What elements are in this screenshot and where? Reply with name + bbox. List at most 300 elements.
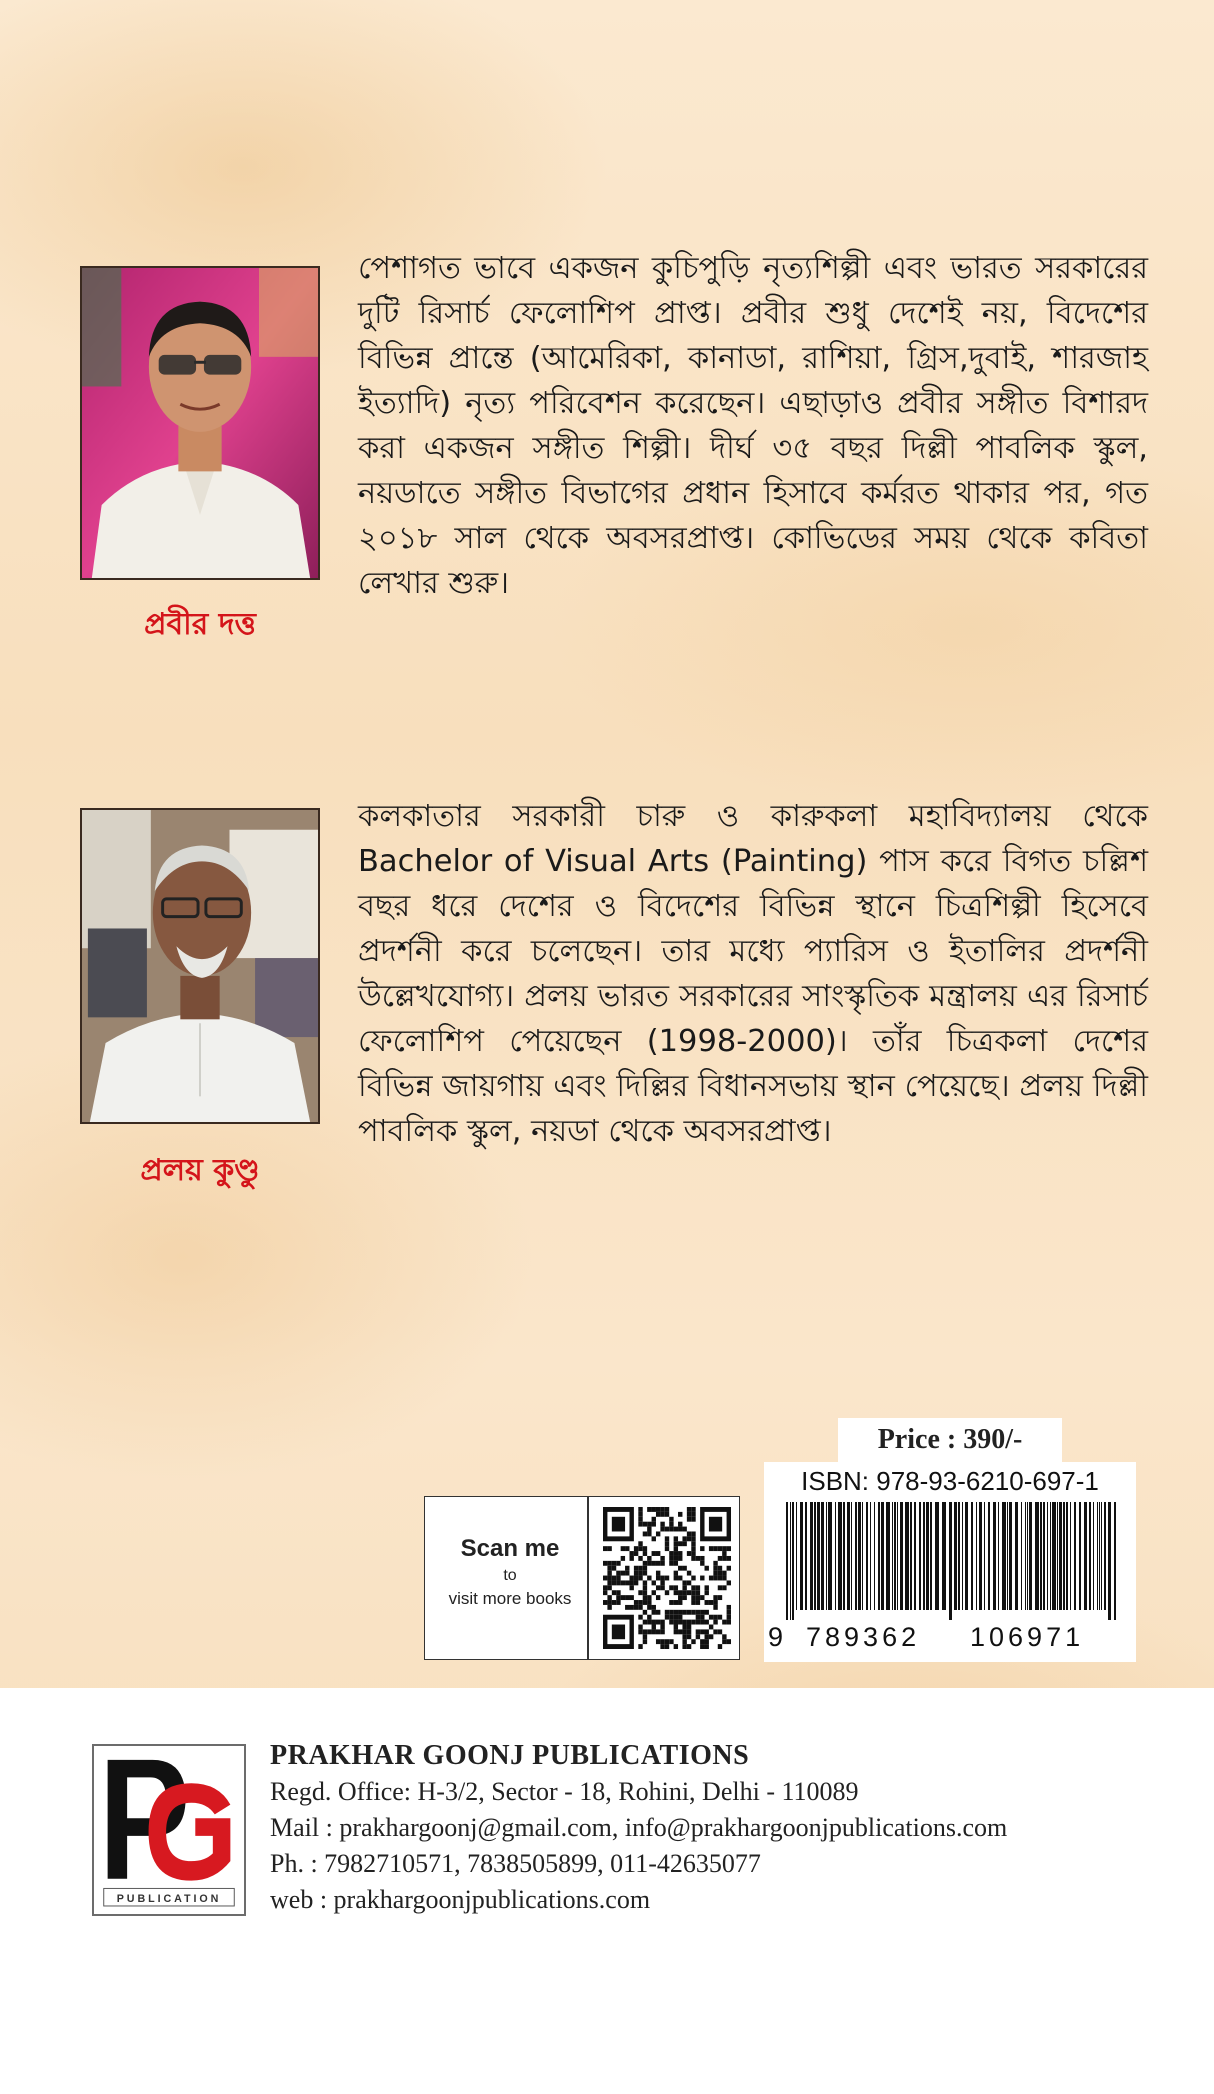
- barcode-bar: [971, 1502, 973, 1610]
- barcode-bar: [910, 1502, 912, 1610]
- qr-module: [629, 1585, 633, 1590]
- qr-module: [629, 1556, 633, 1561]
- qr-module: [696, 1595, 700, 1600]
- qr-module: [625, 1580, 629, 1585]
- barcode-bar: [998, 1502, 999, 1610]
- qr-module: [674, 1600, 678, 1605]
- qr-divider: [587, 1497, 589, 1659]
- qr-caption-line-1: Scan me: [460, 1535, 560, 1562]
- qr-module: [705, 1585, 709, 1590]
- qr-module: [682, 1610, 686, 1615]
- barcode-bar: [1009, 1502, 1012, 1610]
- barcode-bar: [843, 1502, 845, 1610]
- barcode-bar: [870, 1502, 871, 1610]
- qr-module: [705, 1620, 709, 1625]
- barcode-bar: [835, 1502, 836, 1610]
- qr-module: [669, 1585, 673, 1590]
- qr-module: [678, 1590, 682, 1595]
- qr-module: [656, 1551, 660, 1556]
- qr-module: [669, 1620, 673, 1625]
- barcode-bar: [874, 1502, 875, 1610]
- qr-module: [709, 1634, 713, 1639]
- barcode-bar: [1057, 1502, 1058, 1610]
- publisher-name: PRAKHAR GOONJ PUBLICATIONS: [270, 1740, 750, 1771]
- qr-module: [660, 1580, 664, 1585]
- qr-module: [713, 1561, 717, 1566]
- qr-module: [669, 1610, 673, 1615]
- qr-module: [652, 1551, 656, 1556]
- qr-module: [616, 1576, 620, 1581]
- qr-module: [629, 1595, 633, 1600]
- qr-module: [643, 1595, 647, 1600]
- qr-module: [678, 1556, 682, 1561]
- qr-module: [612, 1566, 616, 1571]
- qr-module: [674, 1629, 678, 1634]
- qr-module: [687, 1610, 691, 1615]
- qr-module: [616, 1590, 620, 1595]
- author-portrait-2: [82, 810, 318, 1122]
- qr-module: [722, 1639, 726, 1644]
- qr-module: [638, 1507, 642, 1512]
- qr-module: [607, 1546, 611, 1551]
- qr-module: [700, 1561, 704, 1566]
- qr-module: [652, 1517, 656, 1522]
- qr-module: [709, 1546, 713, 1551]
- qr-module: [643, 1561, 647, 1566]
- qr-module: [652, 1605, 656, 1610]
- qr-module: [612, 1580, 616, 1585]
- qr-module: [612, 1600, 616, 1605]
- qr-module: [665, 1536, 669, 1541]
- qr-module: [674, 1551, 678, 1556]
- qr-module: [616, 1580, 620, 1585]
- qr-module: [660, 1512, 664, 1517]
- qr-module: [687, 1517, 691, 1522]
- qr-module: [691, 1512, 695, 1517]
- qr-module: [700, 1595, 704, 1600]
- qr-module: [687, 1531, 691, 1536]
- barcode-digit-first: 9: [768, 1622, 784, 1652]
- qr-module: [705, 1639, 709, 1644]
- barcode-bar: [1040, 1502, 1042, 1610]
- publisher-logo: [92, 1744, 246, 1916]
- qr-module: [643, 1634, 647, 1639]
- qr-module: [665, 1576, 669, 1581]
- qr-module: [682, 1585, 686, 1590]
- publisher-mail[interactable]: Mail : prakhargoonj@gmail.com, info@prakhargoonjpublications.com: [270, 1813, 1008, 1842]
- qr-module: [647, 1522, 651, 1527]
- qr-module: [643, 1522, 647, 1527]
- publisher-phone[interactable]: Ph. : 7982710571, 7838505899, 011-42635077: [270, 1849, 761, 1878]
- qr-module: [660, 1644, 664, 1649]
- qr-module: [713, 1576, 717, 1581]
- qr-module: [638, 1644, 642, 1649]
- qr-module: [682, 1536, 686, 1541]
- qr-module: [616, 1600, 620, 1605]
- barcode-bar: [786, 1502, 788, 1620]
- qr-module: [643, 1580, 647, 1585]
- qr-module: [621, 1580, 625, 1585]
- qr-module: [665, 1615, 669, 1620]
- qr-module: [705, 1644, 709, 1649]
- qr-module: [678, 1566, 682, 1571]
- barcode-bar: [1027, 1502, 1028, 1610]
- qr-module: [634, 1566, 638, 1571]
- qr-module: [713, 1620, 717, 1625]
- qr-module: [660, 1576, 664, 1581]
- barcode-bar: [962, 1502, 963, 1610]
- qr-module: [709, 1576, 713, 1581]
- qr-module: [656, 1585, 660, 1590]
- barcode-bar: [828, 1502, 832, 1610]
- qr-module: [691, 1590, 695, 1595]
- qr-module: [643, 1571, 647, 1576]
- qr-module: [625, 1571, 629, 1576]
- qr-module: [713, 1600, 717, 1605]
- qr-module: [678, 1522, 682, 1527]
- qr-caption-line-2: to: [503, 1567, 517, 1584]
- barcode-bar: [805, 1502, 807, 1610]
- qr-module: [638, 1576, 642, 1581]
- qr-module: [643, 1531, 647, 1536]
- qr-module: [625, 1595, 629, 1600]
- qr-module: [727, 1615, 731, 1620]
- qr-module: [691, 1507, 695, 1512]
- barcode-bar: [814, 1502, 816, 1610]
- qr-module: [705, 1634, 709, 1639]
- qr-module: [705, 1590, 709, 1595]
- qr-module: [669, 1527, 673, 1532]
- barcode-bar: [1099, 1502, 1100, 1610]
- qr-module: [647, 1507, 651, 1512]
- qr-module: [722, 1556, 726, 1561]
- qr-module: [727, 1580, 731, 1585]
- barcode-bar: [894, 1502, 896, 1610]
- qr-module: [621, 1571, 625, 1576]
- qr-module: [656, 1571, 660, 1576]
- qr-module: [682, 1629, 686, 1634]
- qr-module: [700, 1556, 704, 1561]
- qr-module: [665, 1590, 669, 1595]
- qr-module: [678, 1629, 682, 1634]
- qr-module: [665, 1610, 669, 1615]
- barcode-bar: [935, 1502, 939, 1610]
- qr-module: [678, 1512, 682, 1517]
- qr-module: [629, 1580, 633, 1585]
- qr-module: [674, 1536, 678, 1541]
- barcode-bar: [949, 1502, 952, 1620]
- qr-module: [629, 1551, 633, 1556]
- qr-module: [727, 1566, 731, 1571]
- barcode-bar: [1047, 1502, 1048, 1610]
- qr-module: [687, 1536, 691, 1541]
- qr-module: [700, 1639, 704, 1644]
- qr-module: [713, 1615, 717, 1620]
- qr-module: [682, 1644, 686, 1649]
- qr-module: [616, 1571, 620, 1576]
- qr-module: [682, 1639, 686, 1644]
- qr-module: [643, 1546, 647, 1551]
- barcode-bar: [810, 1502, 813, 1610]
- qr-module: [713, 1566, 717, 1571]
- qr-module: [638, 1590, 642, 1595]
- barcode-bar: [1002, 1502, 1006, 1610]
- barcode-digit-group-1: 789362: [806, 1622, 921, 1652]
- qr-module: [705, 1610, 709, 1615]
- qr-module: [700, 1615, 704, 1620]
- qr-module: [643, 1600, 647, 1605]
- qr-module: [665, 1541, 669, 1546]
- qr-module: [722, 1571, 726, 1576]
- qr-module: [700, 1546, 704, 1551]
- qr-module: [621, 1556, 625, 1561]
- barcode-bar: [984, 1502, 985, 1610]
- qr-module: [647, 1576, 651, 1581]
- isbn-label: ISBN: 978-93-6210-697-1: [801, 1466, 1099, 1496]
- qr-module: [643, 1629, 647, 1634]
- qr-module: [691, 1576, 695, 1581]
- qr-module: [656, 1610, 660, 1615]
- barcode-bar: [1035, 1502, 1039, 1610]
- qr-module: [700, 1610, 704, 1615]
- qr-module: [652, 1590, 656, 1595]
- qr-module: [656, 1512, 660, 1517]
- barcode-bar: [919, 1502, 921, 1610]
- qr-module: [634, 1571, 638, 1576]
- qr-module: [660, 1561, 664, 1566]
- barcode-bar: [1050, 1502, 1051, 1610]
- qr-module: [678, 1576, 682, 1581]
- qr-module: [682, 1590, 686, 1595]
- qr-module: [669, 1561, 673, 1566]
- qr-module: [691, 1620, 695, 1625]
- qr-module: [678, 1551, 682, 1556]
- qr-module: [656, 1561, 660, 1566]
- qr-module: [603, 1590, 607, 1595]
- qr-module: [674, 1576, 678, 1581]
- qr-module: [674, 1561, 678, 1566]
- barcode-bar: [1066, 1502, 1068, 1610]
- price-label: Price : 390/-: [838, 1418, 1062, 1462]
- barcode-bar: [1101, 1502, 1102, 1610]
- qr-module: [647, 1561, 651, 1566]
- barcode-bar: [1108, 1502, 1111, 1620]
- qr-module: [607, 1600, 611, 1605]
- qr-module: [603, 1576, 607, 1581]
- barcode-bar: [1079, 1502, 1081, 1610]
- qr-module: [616, 1561, 620, 1566]
- qr-module: [687, 1625, 691, 1630]
- barcode-bar: [958, 1502, 960, 1610]
- qr-module: [629, 1605, 633, 1610]
- qr-module: [682, 1625, 686, 1630]
- qr-module: [696, 1556, 700, 1561]
- qr-module: [687, 1512, 691, 1517]
- qr-module: [660, 1556, 664, 1561]
- barcode-bar: [1007, 1502, 1008, 1610]
- barcode-bar: [897, 1502, 898, 1610]
- qr-module: [687, 1634, 691, 1639]
- qr-module: [674, 1585, 678, 1590]
- qr-module: [713, 1571, 717, 1576]
- qr-module: [665, 1644, 669, 1649]
- qr-module: [607, 1605, 611, 1610]
- barcode-bar: [923, 1502, 925, 1610]
- qr-module: [705, 1600, 709, 1605]
- qr-module: [634, 1580, 638, 1585]
- publisher-web[interactable]: web : prakhargoonjpublications.com: [270, 1885, 651, 1914]
- qr-module: [678, 1600, 682, 1605]
- barcode-bar: [1074, 1502, 1076, 1610]
- qr-module: [687, 1644, 691, 1649]
- barcode-bar: [914, 1502, 916, 1610]
- qr-module: [718, 1571, 722, 1576]
- qr-module: [691, 1517, 695, 1522]
- qr-module: [638, 1571, 642, 1576]
- qr-module: [727, 1639, 731, 1644]
- qr-module: [656, 1507, 660, 1512]
- qr-module: [669, 1639, 673, 1644]
- qr-module: [660, 1585, 664, 1590]
- barcode-bar: [821, 1502, 824, 1610]
- qr-module: [727, 1556, 731, 1561]
- qr-module: [621, 1595, 625, 1600]
- qr-module: [638, 1566, 642, 1571]
- qr-module: [691, 1585, 695, 1590]
- qr-module: [687, 1551, 691, 1556]
- barcode-bar: [1097, 1502, 1098, 1610]
- qr-module: [612, 1561, 616, 1566]
- qr-module: [687, 1580, 691, 1585]
- qr-module: [674, 1541, 678, 1546]
- qr-module: [660, 1629, 664, 1634]
- qr-module: [665, 1507, 669, 1512]
- qr-module: [718, 1644, 722, 1649]
- barcode-bar: [1059, 1502, 1062, 1610]
- qr-module: [647, 1605, 651, 1610]
- barcode-bar: [1114, 1502, 1116, 1620]
- qr-module: [709, 1625, 713, 1630]
- qr-module: [643, 1620, 647, 1625]
- qr-module: [647, 1527, 651, 1532]
- qr-module: [665, 1512, 669, 1517]
- qr-module: [691, 1531, 695, 1536]
- qr-module: [722, 1620, 726, 1625]
- qr-module: [638, 1615, 642, 1620]
- barcode-bar: [1089, 1502, 1091, 1610]
- qr-module: [669, 1522, 673, 1527]
- qr-module: [638, 1600, 642, 1605]
- qr-module: [612, 1517, 625, 1532]
- barcode-bar: [979, 1502, 982, 1610]
- barcode-bar: [790, 1502, 791, 1620]
- qr-module: [625, 1546, 629, 1551]
- qr-module: [674, 1625, 678, 1630]
- qr-module: [674, 1590, 678, 1595]
- barcode-bars: [786, 1502, 1116, 1620]
- qr-module: [643, 1590, 647, 1595]
- qr-module: [607, 1566, 611, 1571]
- qr-module: [607, 1580, 611, 1585]
- qr-module: [674, 1610, 678, 1615]
- barcode-bar: [1063, 1502, 1065, 1610]
- barcode-bar: [792, 1502, 794, 1620]
- qr-module: [665, 1639, 669, 1644]
- qr-module: [678, 1527, 682, 1532]
- qr-code-icon[interactable]: [603, 1507, 731, 1649]
- qr-module: [638, 1541, 642, 1546]
- qr-module: [612, 1576, 616, 1581]
- qr-module: [727, 1546, 731, 1551]
- qr-module: [682, 1541, 686, 1546]
- qr-caption-line-3: visit more books: [448, 1589, 572, 1608]
- barcode-bar: [817, 1502, 820, 1610]
- qr-module: [647, 1556, 651, 1561]
- qr-module: [643, 1585, 647, 1590]
- isbn-barcode: [764, 1462, 1136, 1662]
- qr-module: [709, 1600, 713, 1605]
- barcode-bar: [878, 1502, 880, 1610]
- barcode-bar: [826, 1502, 827, 1610]
- qr-module: [669, 1615, 673, 1620]
- qr-module: [691, 1541, 695, 1546]
- qr-module: [607, 1576, 611, 1581]
- qr-module: [669, 1517, 673, 1522]
- author-portrait-1: [82, 268, 318, 578]
- qr-module: [718, 1629, 722, 1634]
- qr-module: [607, 1561, 611, 1566]
- qr-module: [674, 1615, 678, 1620]
- qr-module: [718, 1556, 722, 1561]
- qr-module: [727, 1610, 731, 1615]
- author-name-proloy: প্রলয় কুণ্ডু: [140, 1153, 260, 1188]
- qr-caption: [425, 1535, 595, 1609]
- qr-module: [691, 1610, 695, 1615]
- barcode-bar: [926, 1502, 929, 1610]
- qr-module: [656, 1595, 660, 1600]
- qr-module: [705, 1566, 709, 1571]
- qr-module: [603, 1585, 607, 1590]
- qr-module: [696, 1590, 700, 1595]
- barcode-bar: [1104, 1502, 1106, 1610]
- qr-module: [678, 1620, 682, 1625]
- qr-module: [727, 1620, 731, 1625]
- qr-module: [634, 1605, 638, 1610]
- barcode-bar: [988, 1502, 990, 1610]
- qr-module: [709, 1615, 713, 1620]
- qr-module: [634, 1600, 638, 1605]
- qr-module: [678, 1610, 682, 1615]
- pg-logo-icon: [94, 1746, 244, 1914]
- barcode-bar: [892, 1502, 893, 1610]
- qr-module: [696, 1629, 700, 1634]
- qr-module: [643, 1551, 647, 1556]
- barcode-bar: [881, 1502, 884, 1610]
- barcode-bar: [1093, 1502, 1094, 1610]
- qr-module: [696, 1610, 700, 1615]
- qr-module: [687, 1620, 691, 1625]
- qr-code-panel[interactable]: [424, 1496, 740, 1660]
- qr-module: [722, 1546, 726, 1551]
- barcode-bar: [1043, 1502, 1045, 1610]
- qr-module: [687, 1507, 691, 1512]
- qr-module: [678, 1595, 682, 1600]
- qr-module: [696, 1615, 700, 1620]
- author-photo-proloy: [80, 808, 320, 1124]
- barcode-bar: [993, 1502, 996, 1610]
- qr-module: [638, 1629, 642, 1634]
- qr-module: [656, 1639, 660, 1644]
